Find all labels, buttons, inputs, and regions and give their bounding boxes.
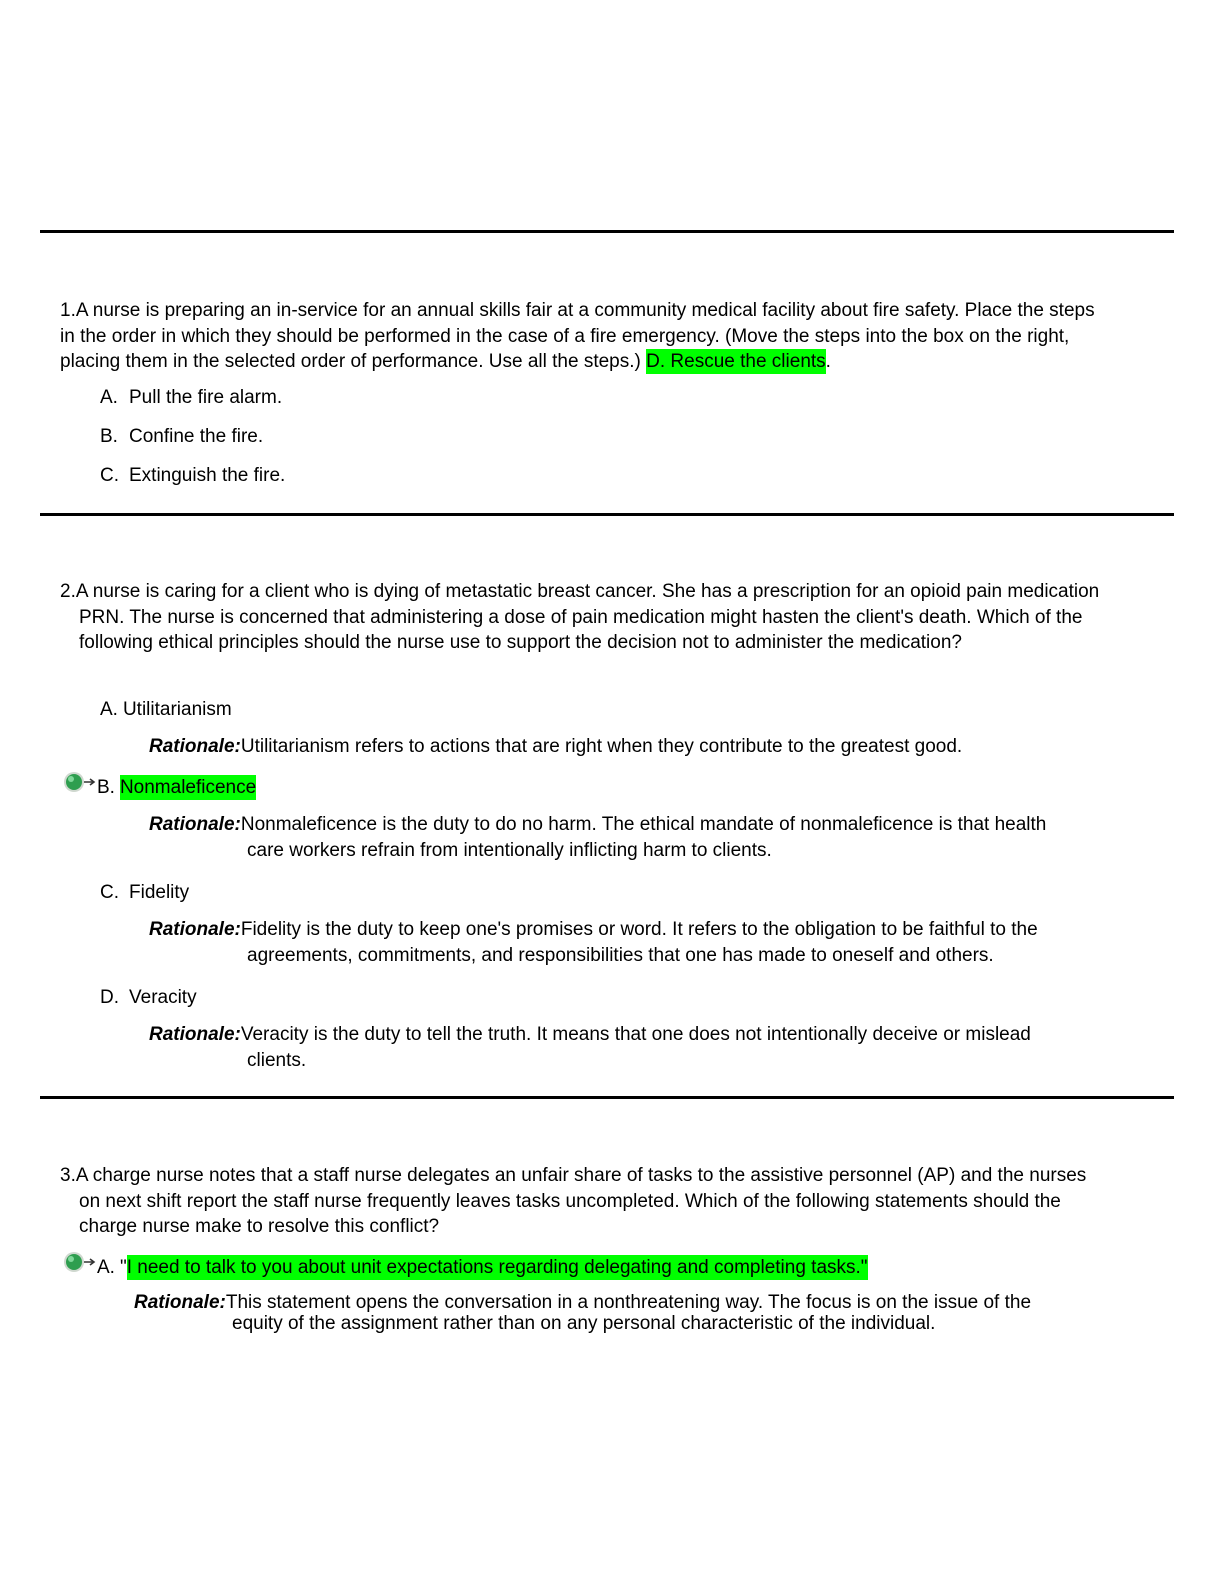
option-text-highlighted: I need to talk to you about unit expectations regarding delegating and completing tasks.": [126, 1257, 868, 1278]
option-text: Pull the fire alarm.: [129, 387, 283, 408]
option-text: Fidelity: [129, 882, 190, 903]
rationale-text: Veracity is the duty to tell the truth. It means that one does not intentionally deceive or mislead: [240, 1024, 1031, 1045]
rationale-text-continued: care workers refrain from intentionally inflicting harm to clients.: [247, 839, 772, 861]
q2-option-a: [100, 698, 232, 722]
stem-end: .: [825, 351, 831, 372]
divider-q2-q3: [40, 1096, 1174, 1099]
option-text: Extinguish the fire.: [129, 465, 286, 486]
rationale-text-continued: agreements, commitments, and responsibilities that one has made to oneself and others.: [247, 944, 994, 966]
question-text: A nurse is caring for a client who is dying of metastatic breast cancer. She has a prescription for an opioid pain medication PRN. The nurse is concerned that administering a dose of pain medication might hasten the client's death. Which of the following ethical principles should the nurse use to support the decision not to administer the medication?: [75, 581, 1100, 653]
q1-option-c: [100, 464, 285, 488]
option-letter: A.: [100, 699, 118, 720]
question-number: 3.: [60, 1165, 76, 1186]
open-quote: ": [119, 1257, 127, 1278]
option-letter: B.: [97, 777, 115, 798]
option-text-highlighted: Nonmaleficence: [119, 777, 257, 798]
q2-option-b: [97, 776, 256, 800]
rationale-label: Rationale:: [149, 1024, 241, 1045]
q2-rationale-b: [149, 812, 1109, 863]
rationale-text: This statement opens the conversation in a nonthreatening way. The focus is on the issue of the: [225, 1292, 1032, 1313]
rationale-label: Rationale:: [149, 919, 241, 940]
q2-rationale-d: [149, 1022, 1109, 1073]
rationale-text-continued: clients.: [247, 1049, 307, 1071]
divider-q1-q2: [40, 513, 1174, 516]
rationale-text: Fidelity is the duty to keep one's promises or word. It refers to the obligation to be faithful to the: [240, 919, 1038, 940]
q1-option-a: [100, 386, 282, 410]
rationale-text: Utilitarianism refers to actions that are right when they contribute to the greatest good.: [240, 736, 963, 757]
rationale-text-continued: equity of the assignment rather than on any personal characteristic of the individual.: [232, 1313, 936, 1334]
rationale-text: Nonmaleficence is the duty to do no harm. The ethical mandate of nonmaleficence is that health: [240, 814, 1047, 835]
option-letter: B.: [100, 426, 118, 447]
q2-rationale-c: [149, 917, 1109, 968]
q2-option-c: [100, 881, 189, 905]
question-number: 2.: [60, 581, 76, 602]
q3-rationale-a: [134, 1292, 1094, 1334]
option-letter: D.: [100, 987, 119, 1008]
option-text: Confine the fire.: [129, 426, 264, 447]
option-letter: A.: [100, 387, 118, 408]
rationale-label: Rationale:: [134, 1292, 226, 1313]
option-text: Veracity: [129, 987, 197, 1008]
q2-option-d: [100, 986, 197, 1010]
q3-option-a: [97, 1256, 868, 1280]
highlighted-answer: D. Rescue the clients: [646, 351, 826, 372]
option-letter: C.: [100, 882, 119, 903]
option-letter: C.: [100, 465, 119, 486]
question-text: A charge nurse notes that a staff nurse delegates an unfair share of tasks to the assistive personnel (AP) and the nurses on next shift report the staff nurse frequently leaves tasks uncompleted. Which of the following statements should the charge nurse make to resolve this conflict?: [75, 1165, 1087, 1237]
option-letter: A.: [97, 1257, 115, 1278]
divider-top: [40, 230, 1174, 233]
correct-answer-marker-icon: [60, 770, 98, 794]
question-2-stem: [60, 579, 1100, 656]
question-text: A nurse is preparing an in-service for an annual skills fair at a community medical facility about fire safety. Place the steps in the order in which they should be performed in the case of a fire emergency. (Move the steps into the box on the right, placing them in the selected order of performance. Use all the steps.): [60, 300, 1095, 372]
q2-rationale-a: [149, 734, 1109, 760]
q1-option-b: [100, 425, 263, 449]
correct-answer-marker-icon: [60, 1250, 98, 1274]
question-1-stem: [60, 298, 1100, 375]
question-number: 1.: [60, 300, 76, 321]
rationale-label: Rationale:: [149, 736, 241, 757]
option-text: Utilitarianism: [122, 699, 232, 720]
rationale-label: Rationale:: [149, 814, 241, 835]
question-3-stem: [60, 1163, 1100, 1240]
